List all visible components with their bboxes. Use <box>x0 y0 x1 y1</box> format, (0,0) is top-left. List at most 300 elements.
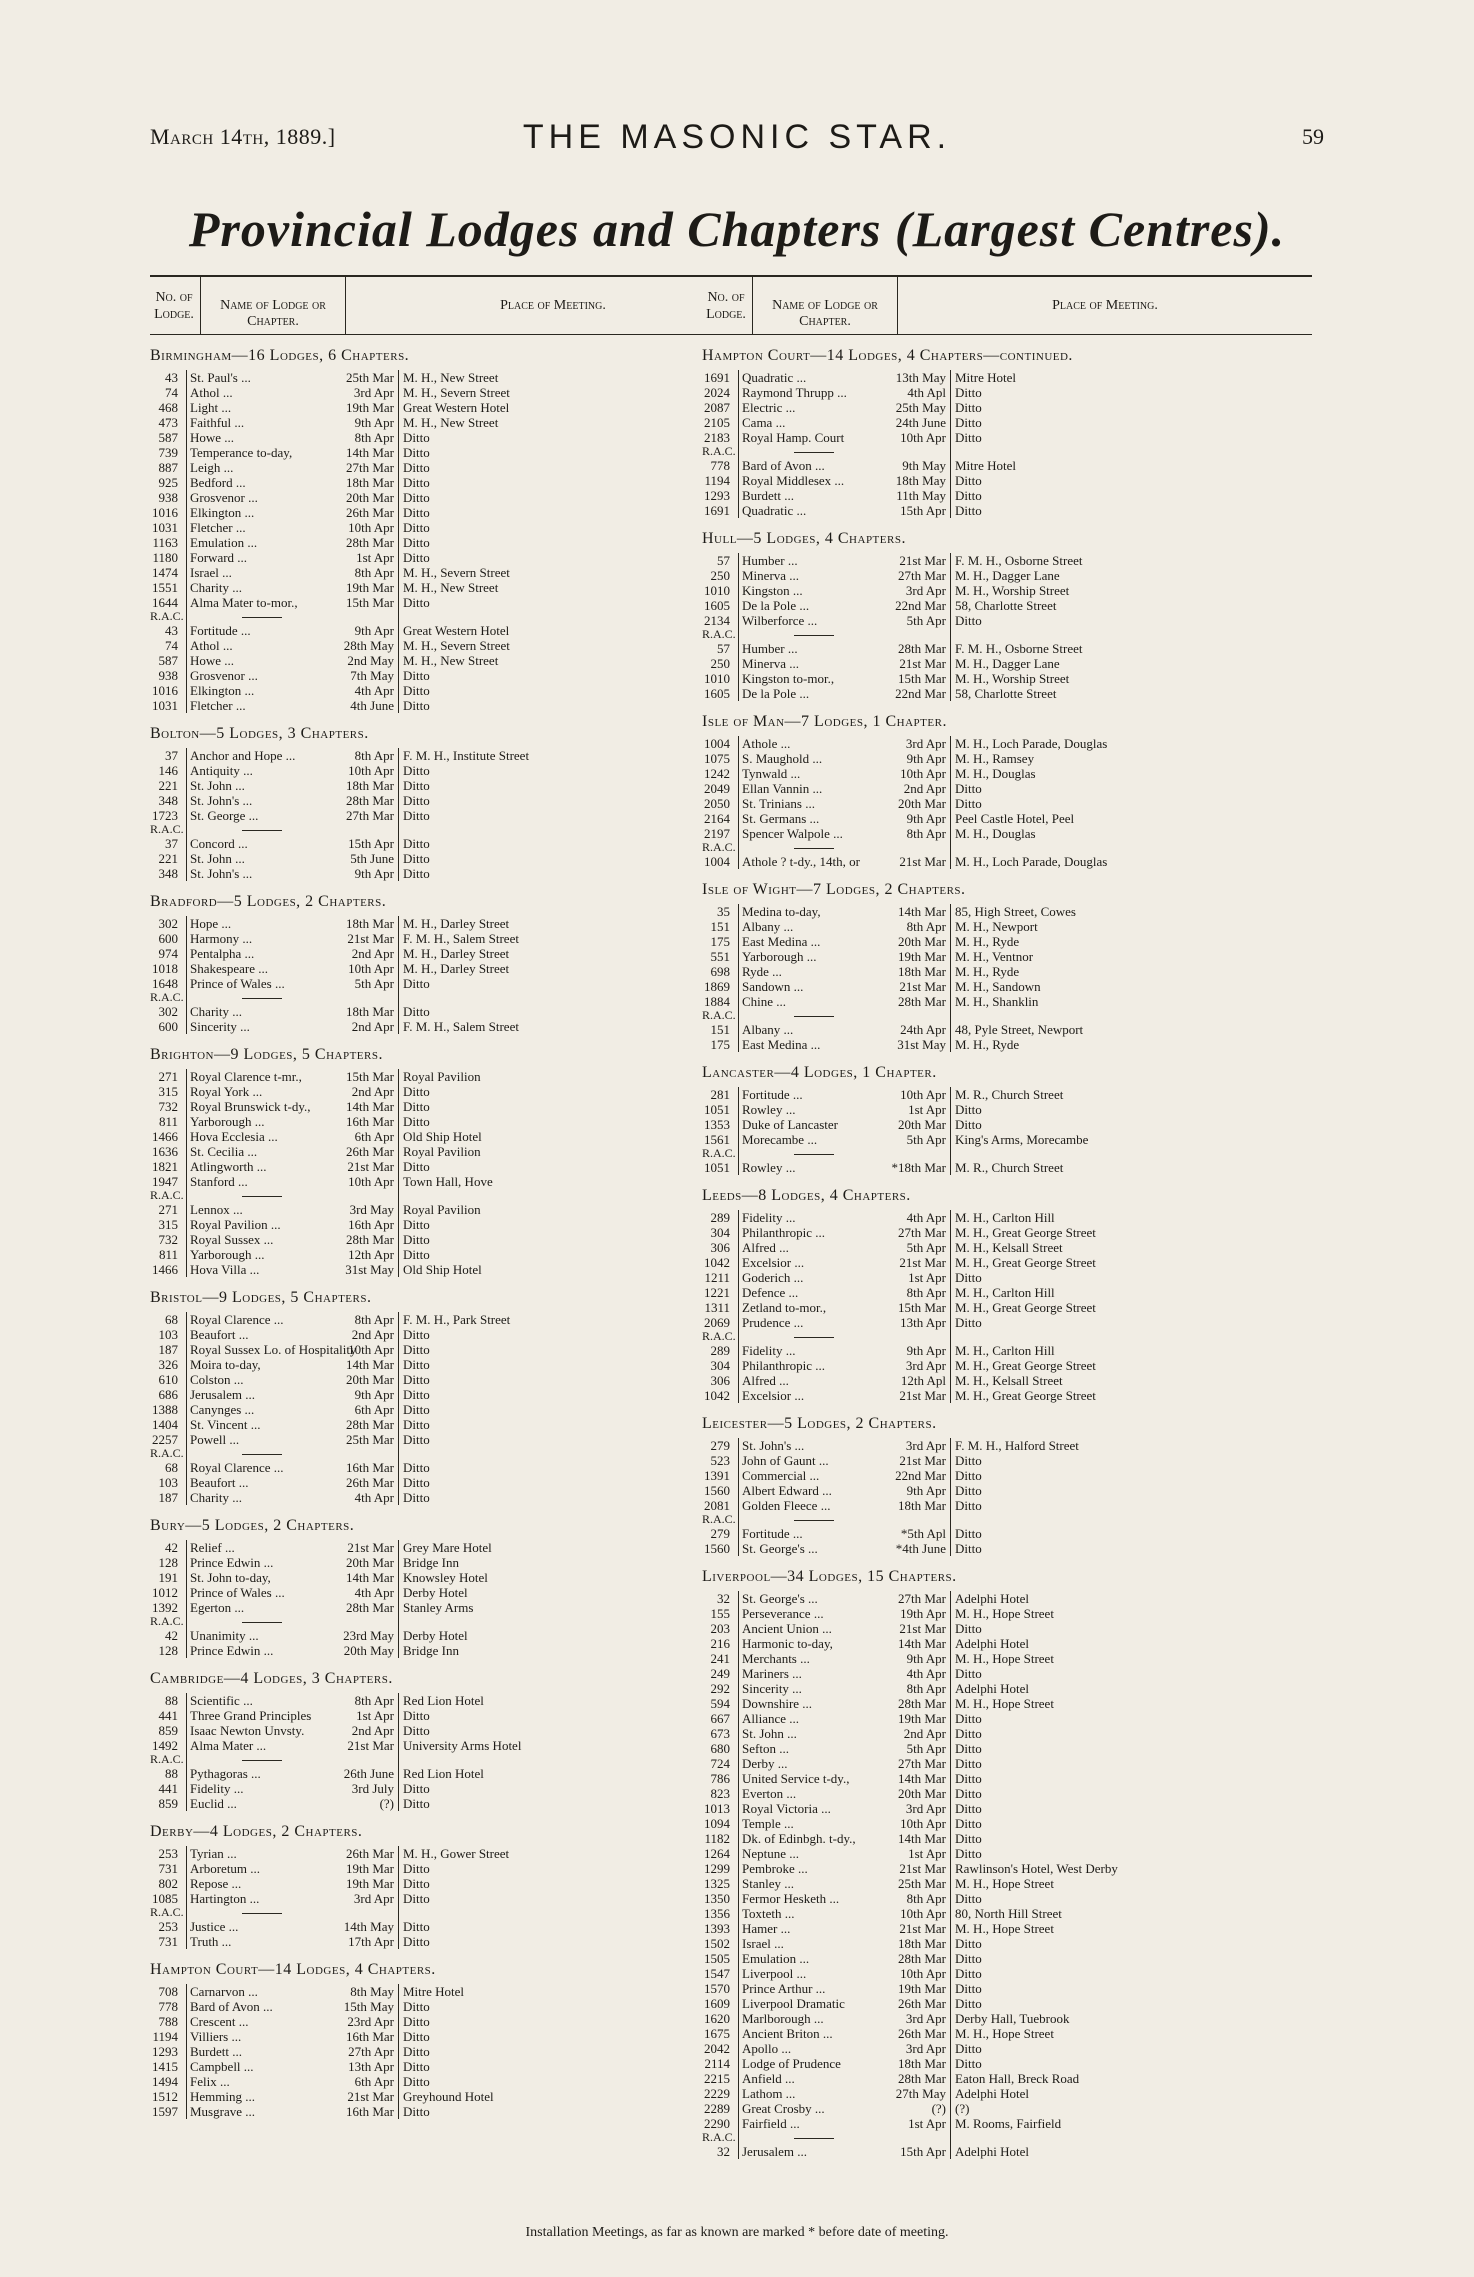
lodge-number: 2050 <box>704 796 730 811</box>
meeting-date: 18th Mar <box>897 1936 946 1951</box>
lodge-name: Minerva ... <box>738 656 888 671</box>
lodge-name: St. John ... <box>186 851 336 866</box>
lodge-row <box>702 1606 1312 1621</box>
lodge-number: 2183 <box>704 430 730 445</box>
lodge-row <box>150 1262 760 1277</box>
lodge-name: Royal Clarence ... <box>186 1460 336 1475</box>
lodge-number: 1182 <box>704 1831 730 1846</box>
lodge-row <box>702 1343 1312 1358</box>
lodge-row <box>150 1202 760 1217</box>
meeting-place: M. H., Loch Parade, Douglas <box>950 854 1312 869</box>
meeting-date: 20th Mar <box>897 1786 946 1801</box>
lodge-name: Hamer ... <box>738 1921 888 1936</box>
lodge-row <box>702 1801 1312 1816</box>
meeting-date: 8th Apr <box>354 1312 394 1327</box>
lodge-number: 304 <box>710 1358 730 1373</box>
lodge-row <box>702 473 1312 488</box>
meeting-place: Ditto <box>950 400 1312 415</box>
lodge-row <box>702 1876 1312 1891</box>
lodge-number: 1013 <box>704 1801 730 1816</box>
lodge-name: Egerton ... <box>186 1600 336 1615</box>
meeting-place: Ditto <box>950 1453 1312 1468</box>
meeting-date: 21st Mar <box>899 1388 946 1403</box>
lodge-number: 306 <box>710 1373 730 1388</box>
lodge-number: 302 <box>158 1004 178 1019</box>
meeting-place: M. H., New Street <box>398 653 760 668</box>
meeting-place: Rawlinson's Hotel, West Derby <box>950 1861 1312 1876</box>
meeting-date: 9th Apr <box>354 415 394 430</box>
lodge-name: Liverpool Dramatic <box>738 1996 888 2011</box>
lodge-name <box>738 445 888 458</box>
lodge-number: 680 <box>710 1741 730 1756</box>
lodge-row <box>702 1711 1312 1726</box>
meeting-place: Ditto <box>398 1099 760 1114</box>
lodge-number: 1042 <box>704 1388 730 1403</box>
meeting-date: 5th Apr <box>906 613 946 628</box>
meeting-date: 27th Mar <box>345 460 394 475</box>
lodge-number: 2134 <box>704 613 730 628</box>
meeting-date: 19th Apr <box>900 1606 946 1621</box>
lodge-number: 887 <box>158 460 178 475</box>
lodge-name: Charity ... <box>186 1004 336 1019</box>
section-heading: Leicester—5 Lodges, 2 Chapters. <box>702 1415 937 1432</box>
lodge-name: Marlborough ... <box>738 2011 888 2026</box>
lodge-number: R.A.C. <box>150 822 184 836</box>
lodge-row <box>150 1861 760 1876</box>
lodge-name: Bedford ... <box>186 475 336 490</box>
lodge-number: 2290 <box>704 2116 730 2131</box>
meeting-place: Ditto <box>950 1498 1312 1513</box>
lodge-name <box>738 628 888 641</box>
meeting-place <box>950 445 1312 458</box>
lodge-row <box>702 568 1312 583</box>
lodge-name: Pentalpha ... <box>186 946 336 961</box>
lodge-row <box>150 1708 760 1723</box>
lodge-row <box>702 1816 1312 1831</box>
lodge-number: 600 <box>158 931 178 946</box>
lodge-number: 1393 <box>704 1921 730 1936</box>
lodge-row <box>150 2014 760 2029</box>
meeting-date: 1st Apr <box>908 1846 946 1861</box>
lodge-name: East Medina ... <box>738 934 888 949</box>
lodge-row <box>702 613 1312 628</box>
lodge-row <box>150 976 760 991</box>
lodge-row <box>702 2071 1312 2086</box>
lodge-name: Humber ... <box>738 641 888 656</box>
lodge-number: 32 <box>717 1591 730 1606</box>
lodge-name: Forward ... <box>186 550 336 565</box>
lodge-number: 35 <box>717 904 730 919</box>
meeting-date: 3rd July <box>351 1781 394 1796</box>
meeting-date: 19th Mar <box>897 1981 946 1996</box>
lodge-name: Neptune ... <box>738 1846 888 1861</box>
lodge-row <box>150 550 760 565</box>
meeting-date: 18th Mar <box>897 1498 946 1513</box>
lodge-name: Derby ... <box>738 1756 888 1771</box>
lodge-row <box>150 1999 760 2014</box>
lodge-number: 32 <box>717 2144 730 2159</box>
lodge-number: 1609 <box>704 1996 730 2011</box>
lodge-row <box>150 1099 760 1114</box>
meeting-date: 8th Apr <box>354 748 394 763</box>
meeting-place: Ditto <box>398 1460 760 1475</box>
lodge-row <box>702 904 1312 919</box>
lodge-number: 1636 <box>152 1144 178 1159</box>
meeting-place: Ditto <box>950 1966 1312 1981</box>
meeting-place: Ditto <box>950 430 1312 445</box>
meeting-place: Ditto <box>398 550 760 565</box>
chapters-divider <box>702 2131 1312 2144</box>
lodge-row <box>150 851 760 866</box>
lodge-number: 2289 <box>704 2101 730 2116</box>
lodge-name: Beaufort ... <box>186 1475 336 1490</box>
meeting-date: 4th Apl <box>907 385 946 400</box>
lodge-number: 203 <box>710 1621 730 1636</box>
lodge-name: Israel ... <box>186 565 336 580</box>
lodge-row <box>150 1217 760 1232</box>
lodge-number: 2024 <box>704 385 730 400</box>
lodge-number: 1512 <box>152 2089 178 2104</box>
town-section <box>702 881 1312 1052</box>
header-lodge-no: No. of Lodge. <box>706 290 746 322</box>
meeting-date: 1st Apr <box>908 2116 946 2131</box>
meeting-place: M. H., Worship Street <box>950 583 1312 598</box>
meeting-date <box>336 1615 398 1628</box>
meeting-date: 20th May <box>343 1643 394 1658</box>
lodge-number: 1350 <box>704 1891 730 1906</box>
lodge-number: R.A.C. <box>702 840 736 854</box>
meeting-date: 10th Apr <box>348 763 394 778</box>
meeting-date: 25th Mar <box>345 1432 394 1447</box>
lodge-number: 925 <box>158 475 178 490</box>
meeting-place: Old Ship Hotel <box>398 1129 760 1144</box>
lodge-number: 1605 <box>704 598 730 613</box>
lodge-number: 731 <box>158 1861 178 1876</box>
lodge-name: United Service t-dy., <box>738 1771 888 1786</box>
lodge-row <box>150 1402 760 1417</box>
lodge-number: 289 <box>710 1343 730 1358</box>
lodge-row <box>702 1087 1312 1102</box>
meeting-date: 9th Apr <box>354 623 394 638</box>
meeting-date: 28th Mar <box>897 641 946 656</box>
lodge-number: R.A.C. <box>702 1512 736 1526</box>
meeting-place: M. H., Hope Street <box>950 1696 1312 1711</box>
lodge-name: Albert Edward ... <box>738 1483 888 1498</box>
meeting-date: 12th Apr <box>348 1247 394 1262</box>
lodge-row <box>150 2104 760 2119</box>
meeting-date: 18th Mar <box>345 916 394 931</box>
meeting-place: M. H., Ryde <box>950 964 1312 979</box>
lodge-number: 1004 <box>704 854 730 869</box>
lodge-name <box>186 610 336 623</box>
lodge-number: 938 <box>158 668 178 683</box>
lodge-row <box>702 1117 1312 1132</box>
lodge-number: 1163 <box>152 535 178 550</box>
lodge-row <box>702 751 1312 766</box>
lodge-row <box>702 598 1312 613</box>
meeting-date: 16th Mar <box>345 1114 394 1129</box>
lodge-row <box>150 1019 760 1034</box>
lodge-name: Kingston ... <box>738 583 888 598</box>
chapters-divider <box>150 991 760 1004</box>
lodge-row <box>150 808 760 823</box>
meeting-place: Ditto <box>398 976 760 991</box>
meeting-place: Derby Hall, Tuebrook <box>950 2011 1312 2026</box>
meeting-date: 26th Mar <box>345 505 394 520</box>
meeting-place: Old Ship Hotel <box>398 1262 760 1277</box>
lodge-number: 1560 <box>704 1483 730 1498</box>
meeting-date: 9th May <box>902 458 946 473</box>
meeting-date: 13th Apr <box>900 1315 946 1330</box>
meeting-place: Ditto <box>398 1919 760 1934</box>
lodge-number: 128 <box>158 1643 178 1658</box>
lodge-name: Athol ... <box>186 638 336 653</box>
meeting-place: Ditto <box>950 613 1312 628</box>
meeting-date: 21st Mar <box>899 854 946 869</box>
lodge-number: 1869 <box>704 979 730 994</box>
meeting-place: Ditto <box>398 505 760 520</box>
lodge-name: Temple ... <box>738 1816 888 1831</box>
lodge-name: Toxteth ... <box>738 1906 888 1921</box>
meeting-date: 3rd Apr <box>905 583 946 598</box>
lodge-number: 2105 <box>704 415 730 430</box>
header-lodge-name: Name of Lodge or Chapter. <box>200 277 346 334</box>
lodge-number: 2215 <box>704 2071 730 2086</box>
meeting-date: 21st Mar <box>347 1738 394 1753</box>
meeting-date: 21st Mar <box>347 1159 394 1174</box>
lodge-name: Carnarvon ... <box>186 1984 336 1999</box>
meeting-date: 14th Mar <box>345 1570 394 1585</box>
section-heading: Bristol—9 Lodges, 5 Chapters. <box>150 1289 372 1306</box>
lodge-name: Fletcher ... <box>186 520 336 535</box>
meeting-place: Ditto <box>398 778 760 793</box>
lodge-number: 1388 <box>152 1402 178 1417</box>
lodge-row <box>702 1831 1312 1846</box>
meeting-place: Ditto <box>950 1816 1312 1831</box>
lodge-number: R.A.C. <box>150 990 184 1004</box>
lodge-row <box>150 778 760 793</box>
issue-date: March 14th, 1889.] <box>150 124 336 149</box>
lodge-name: St. Cecilia ... <box>186 1144 336 1159</box>
meeting-place: Ditto <box>950 1117 1312 1132</box>
meeting-place: Ditto <box>398 808 760 823</box>
lodge-row <box>702 458 1312 473</box>
lodge-number: 250 <box>710 568 730 583</box>
meeting-date: 5th Apr <box>906 1741 946 1756</box>
lodge-name: Royal Clarence ... <box>186 1312 336 1327</box>
lodge-name: Euclid ... <box>186 1796 336 1811</box>
lodge-number: 279 <box>710 1438 730 1453</box>
lodge-row <box>702 370 1312 385</box>
lodge-name: Defence ... <box>738 1285 888 1300</box>
lodge-row <box>150 1766 760 1781</box>
left-column <box>150 275 760 2119</box>
lodge-name: Howe ... <box>186 653 336 668</box>
meeting-date: 28th Mar <box>897 1951 946 1966</box>
lodge-name <box>186 1753 336 1766</box>
meeting-place: Ditto <box>398 866 760 881</box>
lodge-row <box>702 1022 1312 1037</box>
lodge-number: 146 <box>158 763 178 778</box>
meeting-place: Ditto <box>398 1372 760 1387</box>
meeting-place: M. H., Great George Street <box>950 1358 1312 1373</box>
lodge-name: Charity ... <box>186 580 336 595</box>
lodge-number: 1325 <box>704 1876 730 1891</box>
lodge-row <box>702 1037 1312 1052</box>
lodge-name: Cama ... <box>738 415 888 430</box>
section-heading: Hampton Court—14 Lodges, 4 Chapters—continued. <box>702 347 1073 364</box>
lodge-name: Fermor Hesketh ... <box>738 1891 888 1906</box>
lodge-name: Prince Edwin ... <box>186 1555 336 1570</box>
meeting-date: 20th Mar <box>897 796 946 811</box>
meeting-date: 28th Mar <box>345 1600 394 1615</box>
meeting-date: 3rd Apr <box>905 1801 946 1816</box>
meeting-date: 18th Mar <box>345 475 394 490</box>
meeting-date: 9th Apr <box>354 1387 394 1402</box>
lodge-row <box>702 1921 1312 1936</box>
lodge-row <box>702 796 1312 811</box>
meeting-place: Ditto <box>950 1541 1312 1556</box>
section-heading: Cambridge—4 Lodges, 3 Chapters. <box>150 1670 393 1687</box>
meeting-place: Adelphi Hotel <box>950 2144 1312 2159</box>
lodge-name: Fortitude ... <box>738 1087 888 1102</box>
meeting-date: 31st May <box>897 1037 946 1052</box>
meeting-place: Ditto <box>398 836 760 851</box>
lodge-number: 1404 <box>152 1417 178 1432</box>
lodge-row <box>702 826 1312 841</box>
lodge-row <box>702 1132 1312 1147</box>
town-section <box>702 1064 1312 1175</box>
meeting-date: 14th Mar <box>345 1357 394 1372</box>
lodge-number: R.A.C. <box>150 1752 184 1766</box>
meeting-place: Ditto <box>398 668 760 683</box>
meeting-place: Ditto <box>398 460 760 475</box>
meeting-date: 9th Apr <box>354 866 394 881</box>
lodge-name: Athol ... <box>186 385 336 400</box>
lodge-number: R.A.C. <box>702 2130 736 2144</box>
lodge-name <box>738 1009 888 1022</box>
section-heading: Bolton—5 Lodges, 3 Chapters. <box>150 725 369 742</box>
lodge-row <box>702 1388 1312 1403</box>
lodge-name: Royal York ... <box>186 1084 336 1099</box>
lodge-number: 811 <box>158 1114 178 1129</box>
meeting-date: 1st Apr <box>908 1102 946 1117</box>
meeting-place: Ditto <box>398 683 760 698</box>
lodge-number: 1884 <box>704 994 730 1009</box>
lodge-number: 1311 <box>704 1300 730 1315</box>
lodge-number: R.A.C. <box>150 1188 184 1202</box>
town-section <box>702 1415 1312 1556</box>
lodge-row <box>150 1934 760 1949</box>
lodge-number: 292 <box>710 1681 730 1696</box>
meeting-place: Ditto <box>398 520 760 535</box>
meeting-place: Ditto <box>398 1723 760 1738</box>
meeting-date: 21st Mar <box>899 979 946 994</box>
meeting-place: M. Rooms, Fairfield <box>950 2116 1312 2131</box>
meeting-place: 85, High Street, Cowes <box>950 904 1312 919</box>
lodge-row <box>702 1741 1312 1756</box>
lodge-row <box>702 1160 1312 1175</box>
meeting-place: F. M. H., Osborne Street <box>950 553 1312 568</box>
lodge-name: Elkington ... <box>186 683 336 698</box>
lodge-number: 1031 <box>152 698 178 713</box>
lodge-row <box>150 1796 760 1811</box>
meeting-date: 16th Mar <box>345 1460 394 1475</box>
meeting-place: Ditto <box>950 1741 1312 1756</box>
meeting-place: Ditto <box>398 445 760 460</box>
meeting-date: 21st Mar <box>347 931 394 946</box>
meeting-date: 17th Apr <box>348 1934 394 1949</box>
meeting-date: 21st Mar <box>899 1255 946 1270</box>
lodge-name: Prince Edwin ... <box>186 1643 336 1658</box>
meeting-date: 14th May <box>343 1919 394 1934</box>
lodge-name: Fortitude ... <box>738 1526 888 1541</box>
lodge-number: 1356 <box>704 1906 730 1921</box>
meeting-place: Ditto <box>950 1756 1312 1771</box>
lodge-name: Isaac Newton Unvsty. <box>186 1723 336 1738</box>
meeting-date: 22nd Mar <box>895 686 946 701</box>
lodge-row <box>150 1144 760 1159</box>
lodge-name <box>738 1147 888 1160</box>
lodge-number: 551 <box>710 949 730 964</box>
meeting-place: Peel Castle Hotel, Peel <box>950 811 1312 826</box>
header-lodge-name: Name of Lodge or Chapter. <box>752 277 898 334</box>
meeting-place: Ditto <box>950 503 1312 518</box>
meeting-date: 27th Apr <box>348 2044 394 2059</box>
town-section <box>150 1289 760 1505</box>
meeting-place: M. H., New Street <box>398 415 760 430</box>
lodge-number: 594 <box>710 1696 730 1711</box>
lodge-name: Fortitude ... <box>186 623 336 638</box>
lodge-row <box>702 934 1312 949</box>
lodge-row <box>150 698 760 713</box>
lodge-row <box>702 1996 1312 2011</box>
meeting-place: Ditto <box>398 1490 760 1505</box>
footnote: Installation Meetings, as far as known are marked * before date of meeting. <box>525 2225 949 2240</box>
chapters-divider <box>702 841 1312 854</box>
lodge-name: St. Paul's ... <box>186 370 336 385</box>
lodge-name: Excelsior ... <box>738 1255 888 1270</box>
lodge-row <box>702 1498 1312 1513</box>
meeting-date: 10th Apr <box>348 1342 394 1357</box>
meeting-place: 58, Charlotte Street <box>950 598 1312 613</box>
lodge-name: Hemming ... <box>186 2089 336 2104</box>
section-heading: Isle of Man—7 Lodges, 1 Chapter. <box>702 713 947 730</box>
lodge-number: 2114 <box>704 2056 730 2071</box>
lodge-name: Royal Brunswick t-dy., <box>186 1099 336 1114</box>
lodge-row <box>150 460 760 475</box>
lodge-row <box>702 1771 1312 1786</box>
meeting-date: 11th May <box>896 488 946 503</box>
meeting-place: Derby Hotel <box>398 1628 760 1643</box>
lodge-name: Alfred ... <box>738 1240 888 1255</box>
lodge-number: 1391 <box>704 1468 730 1483</box>
lodge-row <box>702 1270 1312 1285</box>
lodge-name: Bard of Avon ... <box>738 458 888 473</box>
lodge-name: Morecambe ... <box>738 1132 888 1147</box>
lodge-name: Burdett ... <box>186 2044 336 2059</box>
meeting-date: 20th Mar <box>897 1117 946 1132</box>
lodge-row <box>702 1951 1312 1966</box>
lodge-name: Tyrian ... <box>186 1846 336 1861</box>
lodge-number: 68 <box>165 1312 178 1327</box>
lodge-number: 698 <box>710 964 730 979</box>
lodge-row <box>150 1600 760 1615</box>
lodge-name: Stanford ... <box>186 1174 336 1189</box>
lodge-name: Elkington ... <box>186 505 336 520</box>
lodge-number: 708 <box>158 1984 178 1999</box>
lodge-name: Albany ... <box>738 919 888 934</box>
